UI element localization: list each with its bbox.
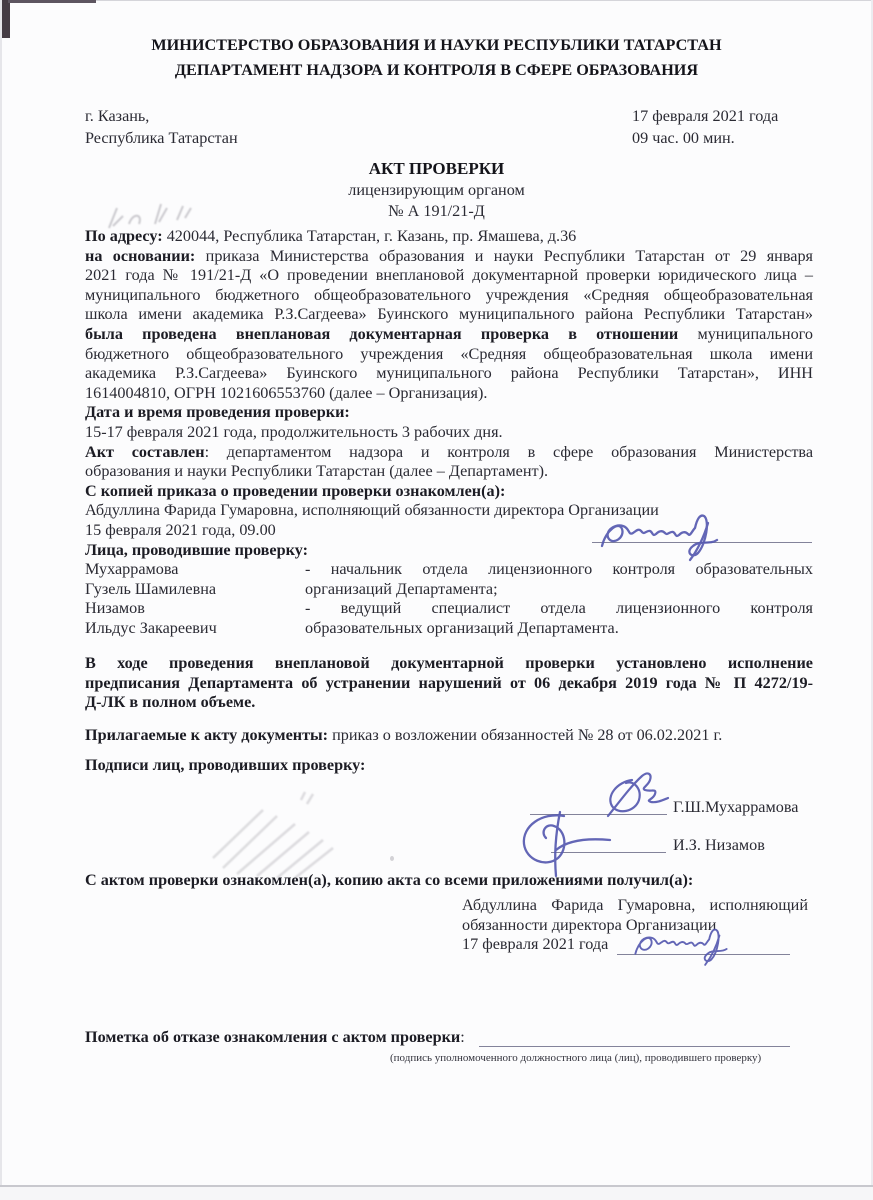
signer-name-nizamov: И.З. Низамов: [673, 836, 765, 854]
inspectors-list: [85, 560, 813, 638]
signature-abdullina: [592, 506, 722, 564]
inspector-name: Низамов Ильдус Закареевич: [85, 599, 217, 637]
signatures-label: Подписи лиц, проводивших проверку:: [85, 756, 366, 774]
composed-line-2: образования и науки Республики Татарстан (далее – Департамент).: [85, 462, 549, 481]
acquainted-block: Абдуллина Фарида Гумаровна, исполняющий обязанности директора Организации 17 февраля 2021 года: [462, 896, 808, 954]
date-time-block: [632, 106, 815, 149]
scan-top-hairline: [0, 0, 873, 1]
copy-label: С копией приказа о проведении проверки ознакомлен(а):: [85, 481, 506, 500]
scan-bottom-shadow: [0, 1187, 873, 1200]
doc-title-line3: № А 191/21-Д: [388, 202, 485, 220]
org-header-line2: ДЕПАРТАМЕНТ НАДЗОРА И КОНТРОЛЯ В СФЕРЕ ОБРАЗОВАНИЯ: [174, 61, 699, 79]
doc-title-line1: АКТ ПРОВЕРКИ: [368, 159, 505, 178]
place-region: Республика Татарстан: [85, 128, 238, 147]
inspector-name: Мухаррамова Гузель Шамилевна: [85, 560, 217, 598]
address-line: По адресу: 420044, Республика Татарстан, г. Казань, пр. Ямашева, д.36: [85, 227, 577, 245]
refusal-caption: (подпись уполномоченного должностного лица (лиц), проводившего проверку): [390, 1052, 762, 1064]
signer-name-mukharramova: Г.Ш.Мухаррамова: [673, 798, 799, 816]
copy-person: Абдуллина Фарида Гумаровна, исполняющий обязанности директора Организации: [85, 501, 659, 520]
datetime-label: Дата и время проведения проверки:: [85, 403, 350, 422]
inspector-role: - ведущий специалист отдела лицензионного контроля образовательных организаций Департамента.: [305, 599, 813, 637]
main-text: [85, 227, 813, 638]
inspector-role: - начальник отдела лицензионного контроля образовательных организаций Департамента;: [305, 560, 813, 598]
refusal-label: Пометка об отказе ознакомления с актом проверки: [85, 1028, 461, 1046]
copy-datetime: 15 февраля 2021 года, 09.00: [85, 520, 276, 539]
place-city: г. Казань,: [85, 107, 150, 125]
scan-speck: [390, 856, 394, 861]
doc-title-line2: лицензирующим органом: [348, 180, 525, 199]
doc-title: [0, 158, 873, 223]
basis-line-2: 2021 года № 191/21-Д «О проведении внеплановой документарной проверки юридического лица –: [85, 266, 813, 285]
refusal-block: Пометка об отказе ознакомления с актом проверки : (подпись уполномоченного должностного лица (лиц), проводившего проверку): [85, 1028, 790, 1047]
signature-abdullina-2: [620, 922, 738, 968]
refusal-signature-line: [479, 1030, 790, 1047]
conclusion-paragraph: В ходе проведения внеплановой документарной проверки установлено исполнение предписания Департамента об устранении нарушений от 06 декабря 2019 года № П 4272/19- Д-ЛК в полном объеме.: [85, 654, 813, 712]
attachments-label: Прилагаемые к акту документы:: [85, 726, 329, 744]
conducted-label: была проведена внеплановая документарная проверка в отношении: [85, 324, 679, 343]
acquainted-date: 17 февраля 2021 года: [462, 935, 609, 954]
conducted-line-1: была проведена внеплановая документарная проверка в отношении муниципального: [85, 324, 813, 343]
basis-label: на основании:: [85, 246, 196, 265]
composed-line-1: Акт составлен: департаментом надзора и контроля в сфере образования Министерства: [85, 442, 814, 461]
conducted-line-2: бюджетного общеобразовательного учреждения «Средняя общеобразовательная школа имени: [85, 344, 813, 363]
conducted-line-3: академика Р.З.Сагдеева» Буинского муниципального района Республики Татарстан», ИНН: [85, 364, 813, 383]
scan-top-edge-mark: [8, 0, 96, 3]
datetime-text: 15-17 февраля 2021 года, продолжительность 3 рабочих дня.: [85, 422, 503, 441]
basis-line-4: школа имени академика Р.З.Сагдеева» Буинского муниципального района Республики Татарстан»: [85, 305, 813, 324]
act-time: 09 час. 00 мин.: [632, 128, 735, 147]
basis-line-1: на основании: приказа Министерства образования и науки Республики Татарстан от 29 января: [85, 246, 813, 265]
act-date: 17 февраля 2021 года: [632, 107, 779, 125]
acquainted-label: С актом проверки ознакомлен(а), копию акта со всеми приложениями получил(а):: [85, 871, 694, 889]
place-date-row: [85, 106, 815, 149]
inspectors-label: Лица, проводившие проверку:: [85, 540, 308, 559]
composed-label: Акт составлен: [85, 442, 205, 461]
org-header: [0, 33, 873, 83]
attachments-line: Прилагаемые к акту документы: приказ о возложении обязанностей № 28 от 06.02.2021 г.: [85, 726, 723, 744]
basis-line-3: муниципального бюджетного общеобразовательного учреждения «Средняя общеобразовательная: [85, 285, 813, 304]
org-header-line1: МИНИСТЕРСТВО ОБРАЗОВАНИЯ И НАУКИ РЕСПУБЛИКИ ТАТАРСТАН: [151, 36, 722, 54]
signature-nizamov: [512, 810, 617, 880]
address-label: По адресу:: [85, 227, 163, 245]
conducted-line-4: 1614004810, ОГРН 1021606553760 (далее – Организация).: [85, 383, 488, 402]
